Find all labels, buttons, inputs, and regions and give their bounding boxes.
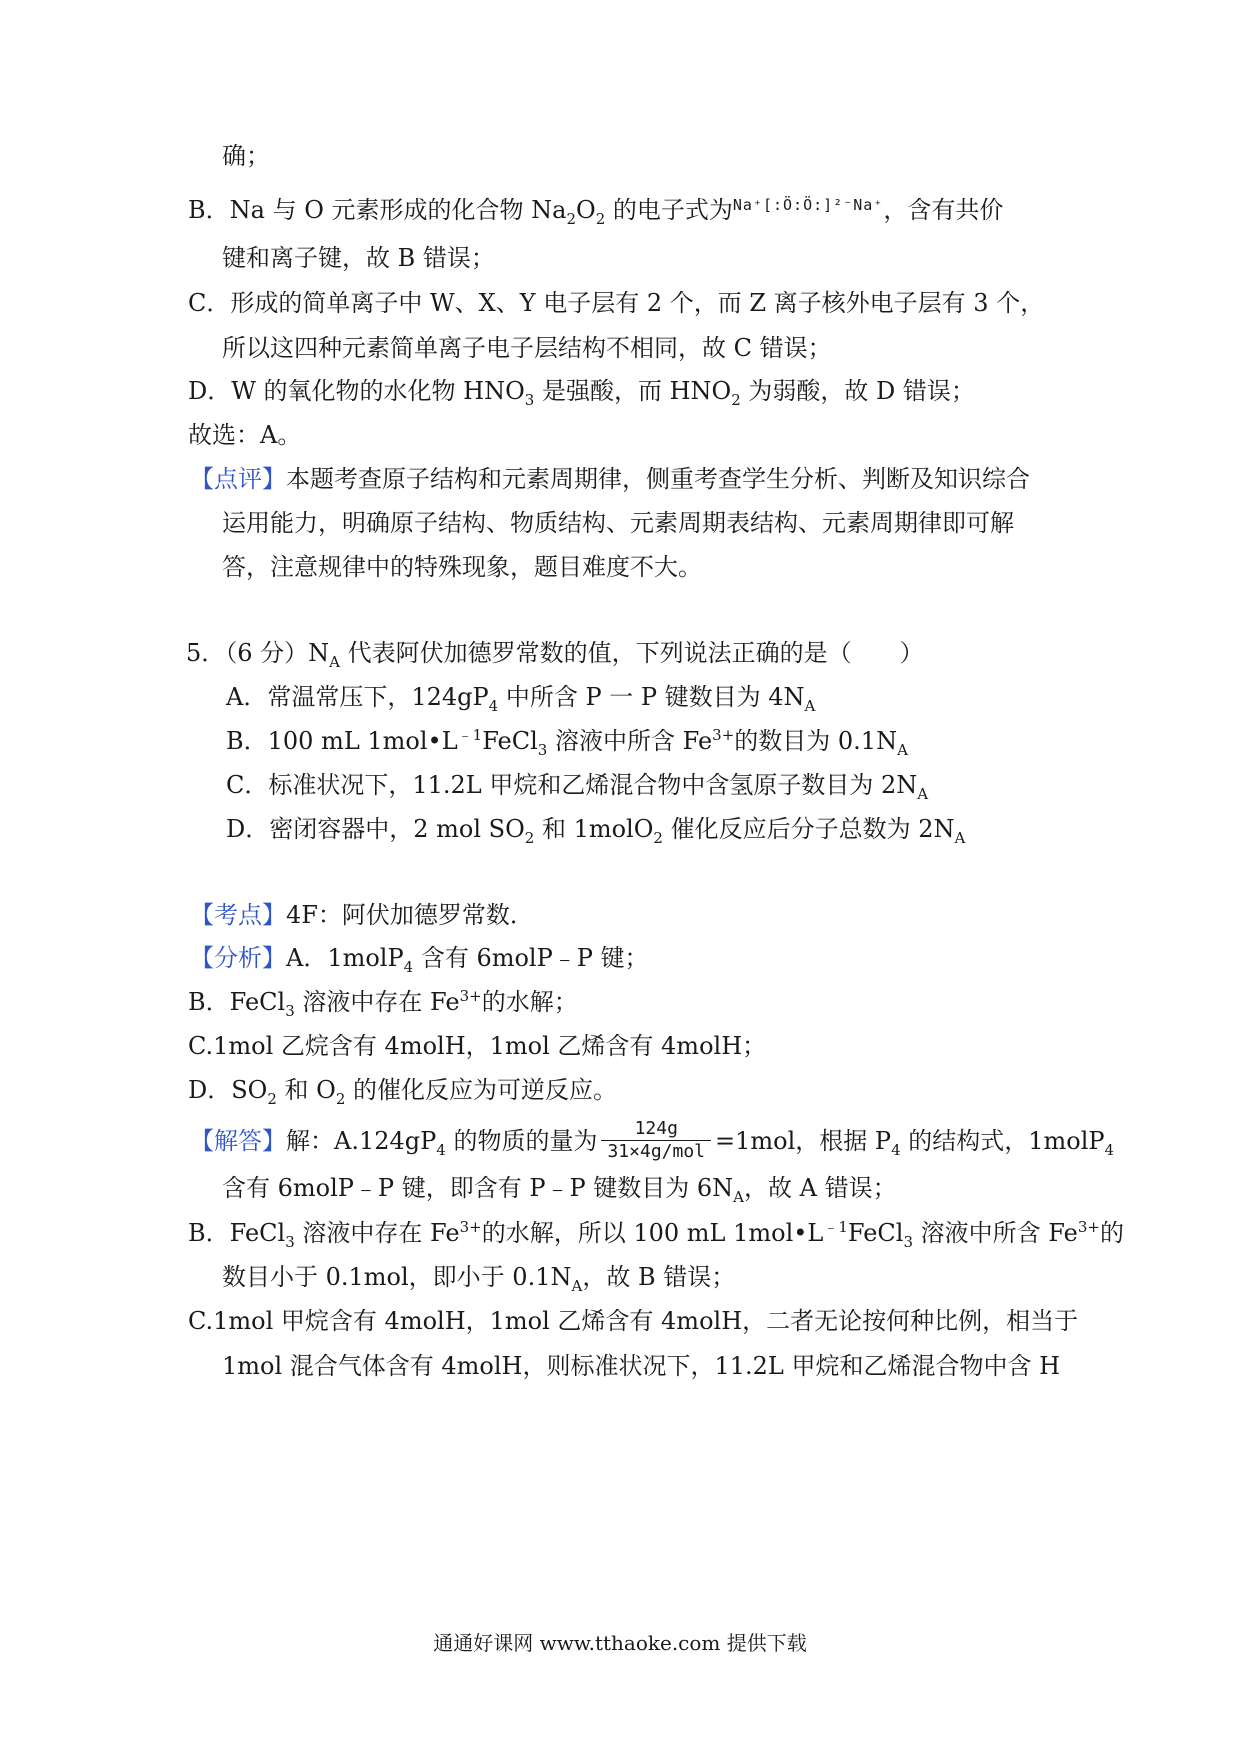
text-line: 答，注意规律中的特殊现象，题目难度不大。 (222, 553, 702, 581)
fraction: $\frac{124g}{\text{31×4g/mol}}$ (601, 1118, 711, 1163)
question-option-a: A．常温常压下，$124gP_4$ 中所含 P 一 P 键数目为 $4N_A$ (226, 683, 816, 715)
text-line: 确； (222, 142, 270, 170)
kaodian: 【考点】4F：阿伏加德罗常数． (190, 901, 534, 929)
kaodian-tag: 【考点】 (190, 901, 286, 929)
text-line: 所以这四种元素简单离子电子层结构不相同，故 C 错误； (222, 334, 832, 362)
text-line: 键和离子键，故 B 错误； (222, 244, 495, 272)
option-d-explanation: D．W 的氧化物的水化物 $HNO_3$ 是强酸，而 $HNO_2$ 为弱酸，故 D 错误； (188, 377, 975, 409)
jieda: 【解答】解：$A.124gP_4$ 的物质的量为 $\frac{124g}{\text{31×4g/mol}}$ =1mol，根据 $P_4$ 的结构式，1molP$_4$ (190, 1118, 1115, 1162)
question-stem: 5．（6 分）$N_A$ 代表阿伏加德罗常数的值，下列说法正确的是（ ） (186, 639, 924, 671)
footer: 通通好课网 www.tthaoke.com 提供下载 (433, 1631, 807, 1655)
text-line: B．FeCl$_3$ 溶液中存在 $Fe^{3+}$的水解； (188, 987, 578, 1020)
text-line: C.1mol 甲烷含有 4molH，1mol 乙烯含有 4molH，二者无论按何种比例，相当于 (188, 1307, 1079, 1335)
text-line: B．FeCl$_3$ 溶液中存在 $Fe^{3+}$的水解，所以 100 mL $1mol•L^{﹣1}FeCl_3$ 溶液中所含 $Fe^{3+}$的 (188, 1218, 1124, 1251)
jieda-tag: 【解答】 (190, 1127, 286, 1155)
fenxi-tag: 【分析】 (190, 944, 286, 972)
text-line: C.1mol 乙烷含有 4molH，1mol 乙烯含有 4molH； (188, 1032, 767, 1060)
text-line: 运用能力，明确原子结构、物质结构、元素周期表结构、元素周期律即可解 (222, 509, 1014, 537)
answer-choice: 故选：A。 (188, 421, 302, 449)
question-option-b: B．100 mL $1mol•L^{﹣1}FeCl_3$ 溶液中所含 $Fe^{3+}$的数目为 $0.1N_A$ (226, 726, 908, 759)
text-line: D．$SO_2$ 和 $O_2$ 的催化反应为可逆反应。 (188, 1076, 618, 1108)
fenxi: 【分析】A．1molP$_4$ 含有 6molP﹣P 键； (190, 944, 649, 976)
question-option-d: D．密闭容器中，2 mol $SO_2$ 和 1molO$_2$ 催化反应后分子总数为 $2N_A$ (226, 815, 966, 847)
text-line: 含有 6molP﹣P 键，即含有 P﹣P 键数目为 $6N_A$，故 A 错误； (222, 1174, 897, 1206)
electron-formula: Na⁺[:Ö:Ö:]²⁻Na⁺ (732, 196, 884, 214)
text-line: 数目小于 0.1mol，即小于 $0.1N_A$，故 B 错误； (222, 1263, 736, 1295)
text-line: 1mol 混合气体含有 4molH，则标准状况下，11.2L 甲烷和乙烯混合物中含 H (222, 1352, 1061, 1380)
comment: 【点评】本题考查原子结构和元素周期律，侧重考查学生分析、判断及知识综合 (190, 465, 1030, 493)
question-option-c: C．标准状况下，11.2L 甲烷和乙烯混合物中含氢原子数目为 $2N_A$ (226, 771, 929, 803)
option-c-explanation: C．形成的简单离子中 W、X、Y 电子层有 2 个，而 Z 离子核外电子层有 3 个， (188, 289, 1045, 317)
comment-tag: 【点评】 (190, 465, 286, 493)
option-b-explanation: B．Na 与 O 元素形成的化合物 $Na_2O_2$ 的电子式为$^{Na^+[:Ö:Ö:]^{2-}Na^+}$，含有共价 (188, 196, 1004, 228)
